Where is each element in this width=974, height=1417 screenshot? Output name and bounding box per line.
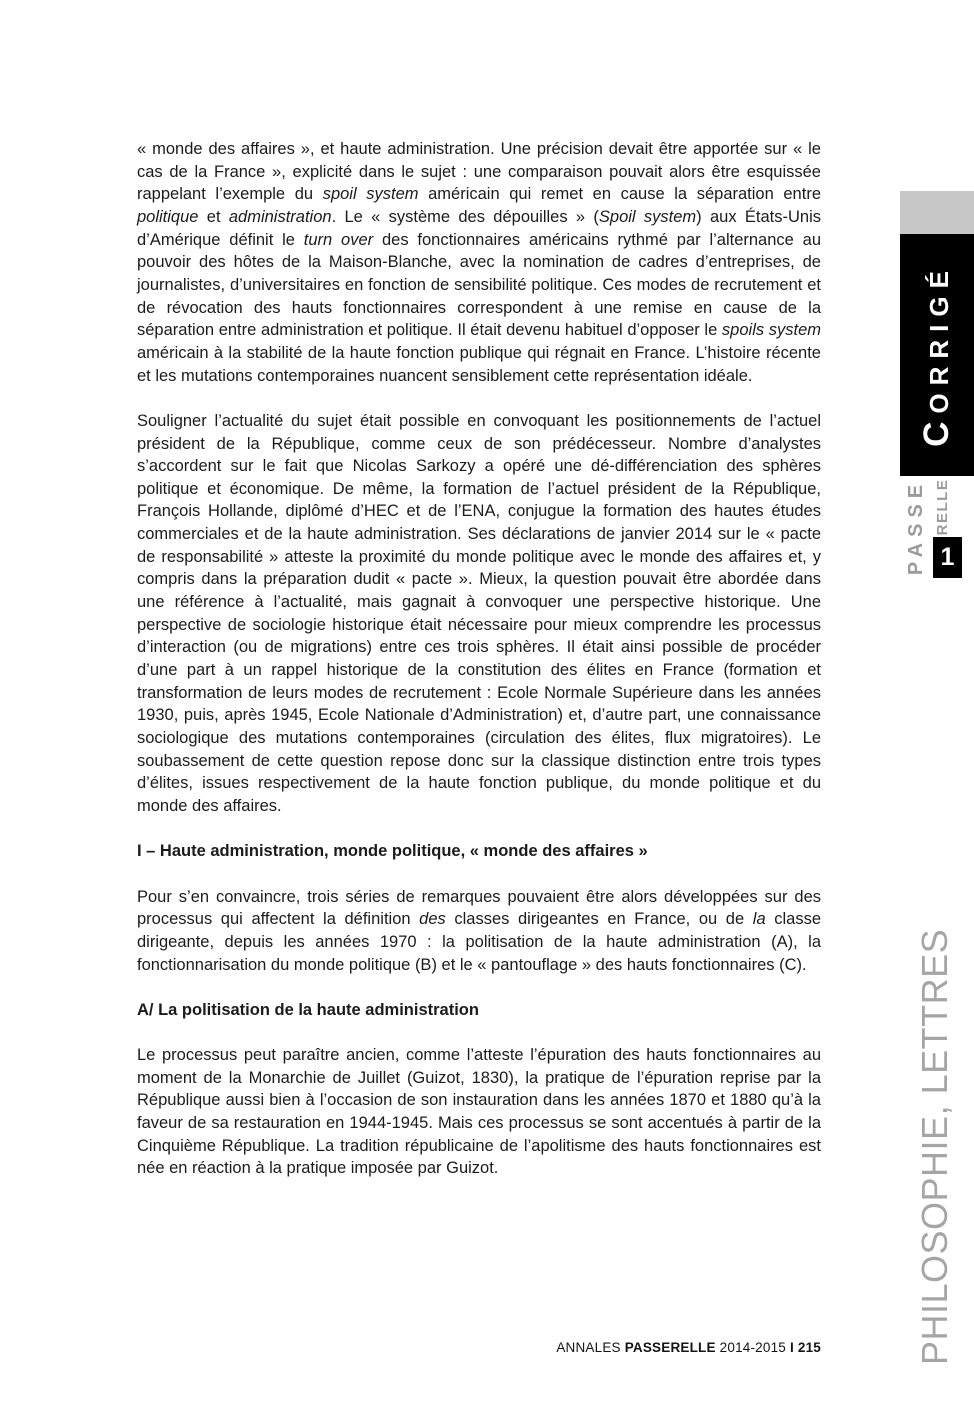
text-segment: Pour s’en convaincre, trois séries de remarques pouvaient être alors développées sur des processus qui affectent la définition xyxy=(137,887,821,929)
text-segment: américain qui remet en cause la séparation entre xyxy=(418,185,821,204)
sidebar-top-block xyxy=(900,191,974,234)
text-segment: et xyxy=(198,207,229,226)
corrige-label-initial: C xyxy=(917,413,956,447)
text-segment: classes dirigeantes en France, ou de xyxy=(445,910,753,929)
passerelle-badge-number-box xyxy=(933,537,962,578)
series-label: PHILOSOPHIE, LETTRES xyxy=(914,928,955,1365)
italic-text-segment: spoil system xyxy=(322,185,419,204)
text-segment: des fonctionnaires américains rythmé par l’alternance au pouvoir des hôtes de la Maison-Blanche, avec la nomination de cadres d’entreprises, de journalistes, d’universitaires en fonction de sensibilité politique. Ces modes de recrutement et de révocation des hauts fonctionnaires correspondent à une remise en cause de la séparation entre administration et politique. Il était devenu habituel d’opposer le xyxy=(137,230,821,340)
section-heading: I – Haute administration, monde politique, « monde des affaires » xyxy=(137,842,648,861)
italic-text-segment: spoils system xyxy=(721,321,822,340)
footer-brand: PASSERELLE xyxy=(624,1340,716,1355)
passerelle-badge-word-top: PASSE xyxy=(905,478,927,576)
italic-text-segment: administration xyxy=(228,207,332,226)
italic-text-segment: la xyxy=(752,910,766,929)
footer-page-number: I 215 xyxy=(789,1340,821,1355)
body-text xyxy=(137,138,821,1203)
italic-text-segment: des xyxy=(419,910,446,929)
corrige-label-rest: ORRIGÉ xyxy=(924,263,954,414)
paragraph xyxy=(137,886,821,977)
text-segment: ) aux États-Unis d’Amérique définit le xyxy=(137,207,821,249)
text-segment: américain à la stabilité de la haute fonction publique qui régnait en France. L’histoire récente et les mutations contemporaines nuancent sensiblement cette représentation idéale. xyxy=(137,343,821,385)
passerelle-badge-word-bottom: RELLE xyxy=(934,478,951,536)
corrige-tab xyxy=(900,234,974,476)
text-segment: Souligner l’actualité du sujet était possible en convoquant les positionnements de l’actuel président de la République, comme ceux de son prédécesseur. Nombre d’analystes s’accordent sur le fait que Nicolas Sarkozy a opéré une dé-différenciation des sphères politique et économique. De même, la formation de l’actuel président de la République, François Hollande, diplômé d’HEC et de l’ENA, conjugue la formation des hautes études commerciales et de la haute administration. Ses déclarations de janvier 2014 sur le « pacte de responsabilité » atteste la proximité du monde politique avec le monde des affaires et, y compris dans la préparation dudit « pacte ». Mieux, la question pouvait être abordée dans une référence à l’actualité, mais gagnait à convoquer une perspective historique. Une perspective de sociologie historique était nécessaire pour mieux comprendre les processus d’interaction (ou de migrations) entre ces trois sphères. Il était ainsi possible de procéder d’une part à un rappel historique de la constitution des élites en France (formation et transformation de leurs modes de recrutement : Ecole Normale Supérieure dans les années 1930, puis, après 1945, Ecole Nationale d’Administration) et, d’autre part, une connaissance sociologique des mutations contemporaines (circulation des élites, flux migratoires). Le soubassement de cette question repose donc sur la classique distinction entre trois types d’élites, issues respectivement de la haute fonction publique, du monde politique et du monde des affaires. xyxy=(137,411,821,816)
footer-annales: ANNALES xyxy=(556,1340,625,1355)
footer-years: 2014-2015 xyxy=(715,1340,790,1355)
section-heading: A/ La politisation de la haute administration xyxy=(137,1000,479,1019)
text-segment: Le processus peut paraître ancien, comme l’atteste l’épuration des hauts fonctionnaires au moment de la Monarchie de Juillet (Guizot, 1830), la pratique de l’épuration reprise par la République aussi bien à l’occasion de son instauration dans les années 1870 et 1880 qu’à la faveur de sa restauration en 1944-1945. Mais ces processus se sont accentués à partir de la Cinquième République. La tradition républicaine de l’apolitisme des hauts fonctionnaires est née en réaction à la pratique imposée par Guizot. xyxy=(137,1046,821,1178)
page-footer xyxy=(556,1340,821,1355)
text-segment: classe dirigeante, depuis les années 1970 : la politisation de la haute administration (A), la fonctionnarisation du monde politique (B) et le « pantouflage » des hauts fonctionnaires (C). xyxy=(137,910,822,974)
italic-text-segment: Spoil system xyxy=(598,207,697,226)
corrige-label xyxy=(917,263,957,447)
italic-text-segment: politique xyxy=(137,207,199,226)
paragraph xyxy=(137,410,821,818)
text-segment: . Le « système des dépouilles » ( xyxy=(331,207,599,226)
passerelle-badge-number: 1 xyxy=(940,543,955,571)
text-segment: « monde des affaires », et haute administration. Une précision devait être apportée sur « le cas de la France », explicité dans le sujet : une comparaison pouvait alors être esquissée rappelant l’exemple du xyxy=(137,140,821,204)
paragraph xyxy=(137,138,821,387)
paragraph xyxy=(137,1044,821,1180)
italic-text-segment: turn over xyxy=(303,230,374,249)
